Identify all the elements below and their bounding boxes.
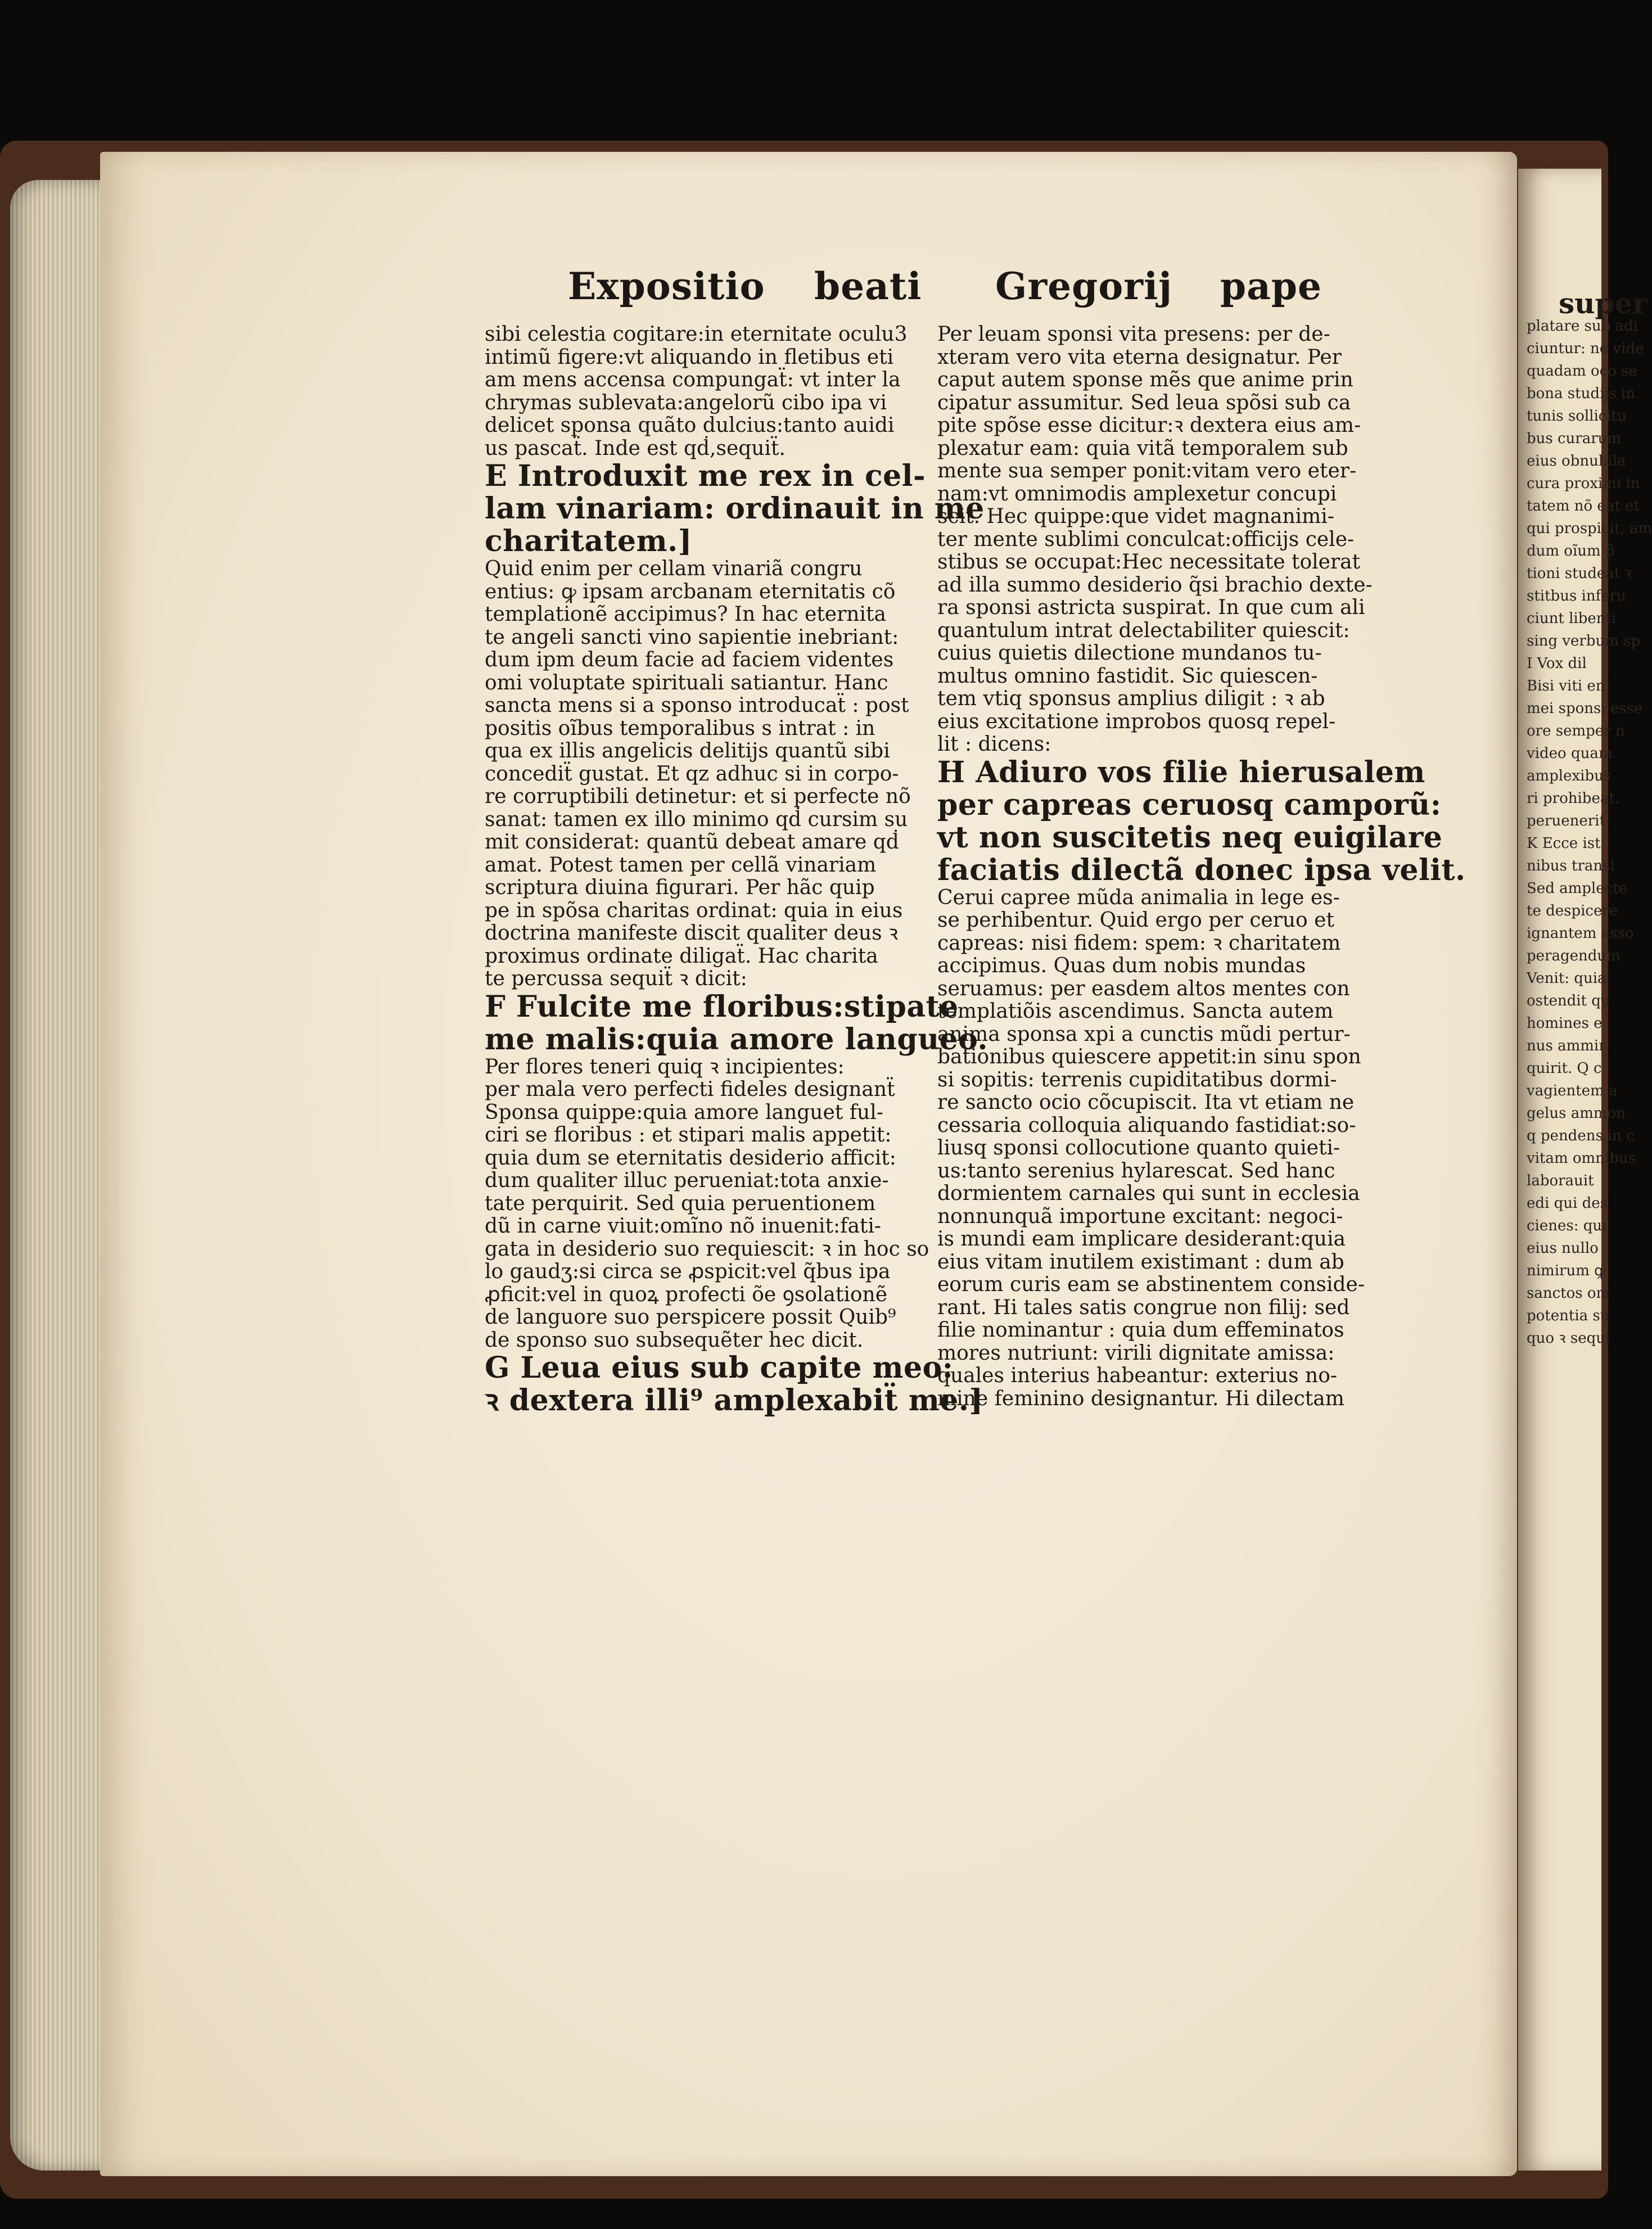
text-line: xteram vero vita eterna designatur. Per: [937, 345, 1342, 369]
text-line: seruamus: per easdem altos mentes con: [937, 977, 1350, 1000]
text-line: quantulum intrat delectabiliter quiescit:: [937, 619, 1350, 642]
facing-page-line: I Vox dil: [1527, 655, 1587, 672]
text-line: mine feminino designantur. Hi dilectam: [937, 1387, 1344, 1410]
facing-page-line: sanctos om: [1527, 1285, 1610, 1302]
text-line: Per flores teneri quiq ꝛ incipientes:: [485, 1055, 845, 1079]
facing-page-line: peruenerit: [1527, 813, 1605, 829]
text-line: capreas: nisi fidem: spem: ꝛ charitatem: [937, 931, 1341, 955]
running-head-word-2: beati: [814, 264, 922, 308]
facing-page-line: cienes: qui: [1527, 1217, 1607, 1234]
facing-page-line: q pendens in c: [1527, 1127, 1635, 1144]
text-line: Sponsa quippe:quia amore languet ful‑: [485, 1100, 883, 1124]
facing-page-line: laborauit: [1527, 1172, 1594, 1189]
text-line: se perhibentur. Quid ergo per ceruo et: [937, 909, 1334, 932]
text-line: re corruptibili detinetur: et si perfecte nõ: [485, 785, 911, 808]
text-line: te percussa sequiẗ ꝛ dicit:: [485, 967, 747, 990]
facing-page-line: quo ꝛ sequi: [1527, 1330, 1610, 1347]
text-line: positis oĩbus temporalibus s intrat : in: [485, 716, 875, 740]
text-line: cessaria colloquia aliquando fastidiat:so‑: [937, 1113, 1356, 1137]
facing-page-line: homines e: [1527, 1015, 1603, 1032]
text-line: de languore suo perspicere possit Quib⁹: [485, 1306, 896, 1329]
text-line: chrymas sublevata:angelorũ cibo ipa vi: [485, 391, 887, 414]
facing-page-line: stitbus inferu: [1527, 588, 1626, 604]
facing-page-line: ciunt libenti: [1527, 610, 1617, 627]
text-line: quales interius habeantur: exterius no‑: [937, 1364, 1338, 1387]
text-line: proximus ordinate diligaẗ. Hac charita: [485, 944, 878, 968]
text-line: delicet sponsa quãto dulcius:tanto auidi: [485, 414, 895, 437]
text-line: cipatur assumitur. Sed leua spõsi sub ca: [937, 391, 1351, 414]
text-line: mores nutriunt: virili dignitate amissa:: [937, 1341, 1335, 1365]
text-line: Cerui capree mũda animalia in lege es‑: [937, 886, 1340, 909]
facing-page-line: video quam: [1527, 745, 1613, 762]
text-line: te angeli sancti vino sapientie inebriant:: [485, 625, 899, 649]
text-line: dum qualiter illuc perueniat:tota anxie‑: [485, 1169, 889, 1192]
text-line: templatiõis ascendimus. Sancta autem: [937, 1000, 1334, 1023]
text-line: de sponso suo subsequẽter hec dicit.: [485, 1328, 864, 1352]
scripture-verse-line: E Introduxit me rex in cel‑: [485, 459, 926, 493]
text-line: ciri se floribus : et stipari malis appetit:: [485, 1123, 892, 1147]
text-line: nonnunquã importune excitant: negoci‑: [937, 1204, 1343, 1228]
scripture-verse-line: vt non suscitetis neq euigilare: [937, 820, 1443, 855]
facing-page-line: K Ecce ist: [1527, 835, 1601, 852]
text-line: liusq sponsi collocutione quanto quieti‑: [937, 1136, 1340, 1159]
text-line: is mundi eam implicare desiderant:quia: [937, 1228, 1346, 1251]
facing-page-line: tatem nõ eat et: [1527, 498, 1640, 515]
text-line: caput autem sponse mẽs que anime prin: [937, 368, 1353, 391]
facing-page-line: dum oĩum p̃: [1527, 543, 1615, 559]
facing-page-line: qui prospicit, am: [1527, 520, 1652, 537]
scripture-verse-line: ꝛ dextera illi⁹ amplexabiẗ me.]: [485, 1383, 983, 1418]
text-line: nam:vt omnimodis amplexetur concupi: [937, 482, 1337, 506]
text-line: eius vitam inutilem existimant : dum ab: [937, 1250, 1344, 1274]
facing-page-line: vagientem a: [1527, 1082, 1618, 1099]
text-line: omi voluptate spirituali satiantur. Hanc: [485, 671, 888, 694]
text-line: pite spõse esse dicitur:ꝛ dextera eius am‑: [937, 414, 1361, 437]
scripture-verse-line: G Leua eius sub capite meo:: [485, 1351, 954, 1385]
text-line: gata in desiderio suo requiescit: ꝛ in hoc so: [485, 1237, 929, 1261]
scripture-verse-line: charitatem.]: [485, 524, 692, 558]
right-text-column: [937, 323, 1466, 1410]
text-line: filie nominantur : quia dum effeminatos: [937, 1319, 1344, 1342]
text-line: entius: ꝙ ipsam arcbanam eternitatis cõ: [485, 580, 896, 603]
text-line: am mens accensa compungaẗ: vt inter la: [485, 368, 901, 391]
running-head-word-4: pape: [1220, 264, 1322, 308]
text-line: sanat: tamen ex illo minimo qḋ cursim su: [485, 807, 908, 831]
text-line: amat. Potest tamen per cellã vinariam: [485, 853, 877, 877]
text-line: quia dum se eternitatis desiderio afficit:: [485, 1146, 896, 1170]
text-line: Per leuam sponsi vita presens: per de‑: [937, 323, 1330, 346]
facing-page-line: vitam omnibus: [1527, 1150, 1636, 1167]
facing-page-line: ignantem asso: [1527, 925, 1634, 942]
text-line: templationẽ accipimus? In hac eternita: [485, 603, 886, 626]
facing-page-line: tunis sollicitu: [1527, 408, 1627, 425]
text-line: tem vtiq sponsus amplius diligit : ꝛ ab: [937, 687, 1325, 710]
text-line: sibi celestia cogitare:in eternitate oculu3: [485, 323, 908, 346]
running-head-word-1: Expositio: [568, 264, 765, 308]
scripture-verse-line: per capreas ceruosq camporũ:: [937, 787, 1442, 822]
text-line: multus omnino fastidit. Sic quiescen‑: [937, 664, 1318, 688]
text-line: ra sponsi astricta suspirat. In que cum ali: [937, 596, 1365, 619]
facing-page-line: gelus ammon: [1527, 1105, 1626, 1122]
text-line: re sancto ocio cõcupiscit. Ita vt etiam ne: [937, 1091, 1355, 1114]
scripture-verse-line: lam vinariam: ordinauit in me: [485, 491, 985, 526]
text-line: dormientem carnales qui sunt in ecclesia: [937, 1182, 1360, 1205]
facing-page-line: ore semper n: [1527, 723, 1625, 739]
facing-page-line: ostendit qu: [1527, 992, 1610, 1009]
facing-page-line: bona studijs in: [1527, 385, 1636, 402]
text-line: scriptura diuina figurari. Per hãc quip: [485, 876, 875, 899]
facing-page-line: Venit: quia: [1527, 970, 1606, 987]
text-line: us pascaẗ. Inde est qḋ,sequiẗ.: [485, 436, 786, 460]
text-line: concediẗ gustat. Et qz adhuc si in corpo‑: [485, 762, 899, 786]
text-line: per mala vero perfecti fideles designanẗ: [485, 1078, 895, 1101]
text-line: mente sua semper ponit:vitam vero eter‑: [937, 459, 1357, 482]
text-line: mit considerat: quantũ debeat amare qḋ: [485, 831, 899, 854]
text-line: intimũ figere:vt aliquando in fletibus eti: [485, 345, 894, 369]
text-line: rant. Hi tales satis congrue non filij: sed: [937, 1296, 1350, 1319]
text-line: tate perquirit. Sed quia peruentionem: [485, 1192, 876, 1215]
text-line: lo gaudʒ:si circa se ꝓspicit:vel q̃bus ipa: [485, 1260, 891, 1283]
text-line: anima sponsa xpi a cunctis mũdi pertur‑: [937, 1022, 1351, 1046]
facing-page-line: quirit. Q c: [1527, 1060, 1602, 1077]
scripture-verse-line: H Adiuro vos filie hierusalem: [937, 755, 1425, 789]
facing-page-line: te despicere: [1527, 903, 1618, 919]
facing-page-line: tioni studeat ꝛ: [1527, 565, 1632, 582]
facing-page-line: quadam oco se: [1527, 363, 1637, 380]
text-line: eorum curis eam se abstinentem conside‑: [937, 1273, 1365, 1296]
facing-page-line: cura proximi in: [1527, 475, 1640, 492]
text-line: stibus se occupat:Hec necessitate tolerat: [937, 551, 1361, 574]
text-line: eius excitatione improbos quosq repel‑: [937, 710, 1336, 733]
facing-page-line: bus curarum: [1527, 430, 1622, 447]
text-line: pe in spõsa charitas ordinat: quia in eius: [485, 899, 903, 922]
text-line: dũ in carne viuit:omĩno nõ inuenit:fati‑: [485, 1215, 882, 1238]
text-line: ꝓficit:vel in quoꝝ profecti õe ꝯsolationẽ: [485, 1283, 888, 1306]
text-line: accipimus. Quas dum nobis mundas: [937, 954, 1306, 977]
facing-page-line: ciuntur: ne vide: [1527, 340, 1644, 357]
text-line: bationibus quiescere appetit:in sinu spon: [937, 1045, 1361, 1068]
text-line: lit : dicens:: [937, 733, 1051, 756]
facing-page-line: sing verbum sp: [1527, 633, 1641, 649]
scripture-verse-line: me malis:quia amore langueo.: [485, 1022, 988, 1057]
text-line: ter mente sublimi conculcat:officijs cele‑: [937, 527, 1355, 551]
text-line: Quid enim per cellam vinariã congru: [485, 557, 863, 580]
text-line: dum ipm deum facie ad faciem videntes: [485, 648, 894, 671]
text-line: us:tanto serenius hylarescat. Sed hanc: [937, 1159, 1335, 1183]
facing-page-line: eius nullo: [1527, 1240, 1599, 1257]
facing-page-line: platare sub adi: [1527, 318, 1638, 335]
scripture-verse-line: faciatis dilectã donec ipsa velit.: [937, 852, 1466, 887]
text-line: si sopitis: terrenis cupiditatibus dormi‑: [937, 1068, 1337, 1091]
facing-page-line: peragendum: [1527, 947, 1621, 964]
facing-page-line: Bisi viti en: [1527, 678, 1605, 694]
running-head-word-3: Gregorij: [995, 264, 1173, 308]
facing-page-line: ri prohibeat.: [1527, 790, 1620, 807]
facing-page-line: eius obnubila: [1527, 453, 1626, 470]
left-page-edges: [10, 180, 109, 2171]
facing-page-line: amplexibus: [1527, 768, 1612, 784]
left-text-column: [485, 323, 988, 1418]
facing-page-line: mei sponsi esse: [1527, 700, 1643, 717]
scripture-verse-line: F Fulcite me floribus:stipate: [485, 989, 959, 1024]
text-line: cuius quietis dilectione mundanos tu‑: [937, 642, 1322, 665]
facing-page-line: potentia su: [1527, 1307, 1610, 1324]
facing-page-line: Sed amplecte: [1527, 880, 1628, 897]
facing-page-text: [1527, 315, 1652, 1350]
facing-page-heading: super: [1559, 287, 1648, 320]
text-line: scit. Hec quippe:que videt magnanimi‑: [937, 505, 1334, 528]
text-line: plexatur eam: quia vitã temporalem sub: [937, 436, 1348, 460]
facing-page-line: nimirum ꝙ: [1527, 1262, 1605, 1279]
facing-page-line: nus ammir: [1527, 1037, 1606, 1054]
text-line: ad illa summo desiderio q̃si brachio dexte‑: [937, 573, 1373, 597]
text-line: doctrina manifeste discit qualiter deus ꝛ: [485, 922, 899, 945]
facing-page-line: nibus transi: [1527, 858, 1615, 874]
facing-page-line: edi qui des: [1527, 1195, 1608, 1212]
text-line: qua ex illis angelicis delitijs quantũ sibi: [485, 739, 890, 762]
text-line: sancta mens si a sponso introducaẗ : post: [485, 694, 909, 717]
